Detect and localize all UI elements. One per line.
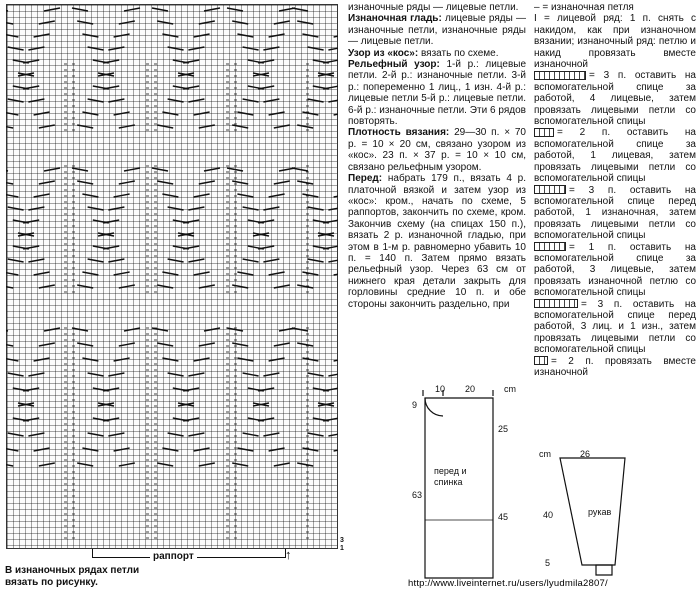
cable-stroke [168, 207, 184, 210]
cable-stroke [308, 99, 324, 102]
cable-stroke [328, 207, 338, 210]
cable-stroke [243, 207, 259, 210]
cable-stroke [323, 246, 338, 249]
cable-stroke [124, 328, 140, 331]
cable-stroke [274, 285, 290, 288]
cable-stroke [204, 8, 220, 11]
cable-stroke [199, 181, 215, 184]
dim-40: 40 [543, 510, 554, 520]
cable-stroke [28, 259, 44, 262]
cable-stroke [157, 463, 173, 466]
cable-stroke [82, 448, 98, 451]
cable-stroke [258, 388, 274, 391]
cable-stroke [103, 86, 119, 89]
cable-stroke [258, 60, 274, 63]
legend-cable-3: = 3 п. оставить на вспомогательной спице перед работой, 1 изнаночная, затем провязать лицевыми петли со вспомогательной спицы [534, 184, 696, 242]
cable-stroke [204, 328, 220, 331]
cable-stroke [328, 259, 338, 262]
cable-stroke [88, 47, 104, 50]
cable-stroke [8, 207, 24, 210]
chart-note: В изнаночных рядах петли вязать по рисунку. [5, 565, 140, 588]
cable-stroke [334, 34, 338, 37]
cable-stroke [243, 99, 259, 102]
cable-symbol-icon [534, 185, 566, 194]
cable-stroke [82, 34, 98, 37]
cable-stroke [119, 285, 135, 288]
cable-stroke [103, 246, 119, 249]
cable-stroke [328, 99, 338, 102]
cable-stroke [334, 272, 338, 275]
cable-stroke [237, 112, 253, 115]
cable-stroke [194, 358, 210, 361]
legend-column [534, 2, 696, 378]
cable-stroke [88, 207, 104, 210]
para-2: Изнаночная гладь: лицевые ряды — изнаночные петли, изнаночные ряды — лицевые петли. [348, 13, 527, 48]
cable-stroke [199, 285, 215, 288]
cable-stroke [334, 194, 338, 197]
cable-stroke [162, 194, 178, 197]
cable-stroke [114, 34, 130, 37]
cable-stroke [292, 168, 308, 171]
cable-stroke [77, 285, 93, 288]
cable-stroke [152, 8, 168, 11]
cable-stroke [72, 8, 88, 11]
cable-stroke [183, 86, 199, 89]
cable-stroke [168, 99, 184, 102]
cable-stroke [72, 328, 88, 331]
cable-stroke [334, 112, 338, 115]
cable-stroke [72, 168, 88, 171]
cable-stroke [188, 207, 204, 210]
cable-stroke [308, 207, 324, 210]
legend-purl: – = изнаночная петля [534, 2, 634, 13]
cable-stroke [44, 168, 60, 171]
cable-stroke [39, 125, 55, 128]
cable-stroke [82, 272, 98, 275]
cable-stroke [328, 47, 338, 50]
cable-stroke [124, 8, 140, 11]
cable-stroke [227, 168, 243, 171]
cable-stroke [157, 343, 173, 346]
cable-stroke [237, 272, 253, 275]
cable-stroke [44, 328, 60, 331]
cable-stroke [6, 463, 13, 466]
cable-stroke [269, 112, 285, 115]
cable-stroke [274, 463, 290, 466]
dim-25: 25 [498, 424, 509, 434]
cable-stroke [168, 47, 184, 50]
cable-stroke [6, 112, 18, 115]
dim-10: 10 [435, 384, 446, 394]
cable-stroke [308, 47, 324, 50]
cable-stroke [232, 463, 248, 466]
cable-stroke [39, 463, 55, 466]
cable-stroke [124, 168, 140, 171]
cable-stroke [302, 448, 318, 451]
legend-knit-row: І = лицевой ряд: 1 п. снять с накидом, как при изнаночном вязании; изнаночный ряд: петлю и накид провязать вместе изнаночной [534, 13, 696, 71]
cable-stroke [199, 463, 215, 466]
cable-stroke [162, 358, 178, 361]
cable-stroke [274, 343, 290, 346]
cable-stroke [82, 358, 98, 361]
cable-stroke [263, 373, 279, 376]
cable-stroke [119, 21, 135, 24]
cable-stroke [194, 194, 210, 197]
cable-stroke [23, 418, 39, 421]
cable-stroke [114, 194, 130, 197]
knitting-chart [6, 4, 338, 549]
cable-stroke [157, 181, 173, 184]
cable-stroke [334, 358, 338, 361]
cable-stroke [157, 21, 173, 24]
cable-stroke [269, 34, 285, 37]
cable-stroke [103, 388, 119, 391]
cable-stroke [227, 328, 243, 331]
cable-stroke [334, 448, 338, 451]
para-5: Плотность вязания: 29—30 п. × 70 р. = 10 × 20 см, связано узором из «кос». 23 п. × 37 р. = 10 × 10 см, связано рельефным узором. [348, 127, 526, 173]
cable-stroke [34, 34, 50, 37]
cable-symbol-icon [534, 242, 566, 251]
cable-stroke [39, 285, 55, 288]
para-6: Перед: набрать 179 п., вязать 4 р. платочной вязкой и затем узор из «кос»: кром., начать по схеме, 5 раппортов, закончить по схеме, кром. Закончив схему (на спицах 150 п.), вязать 2 р. изнаночной гладью, при этом в 1-м р. равномерно убавить 10 п. = 140 п. Затем прямо вязать рельефный узор. Через 63 см от нижнего края детали закрыть для горловины средние 10 п. и обе стороны закончить раздельно, при [348, 173, 526, 310]
cable-stroke [82, 194, 98, 197]
cable-stroke [28, 373, 44, 376]
cable-stroke [199, 21, 215, 24]
cable-stroke [274, 21, 290, 24]
chart-symbols [6, 4, 338, 549]
cable-stroke [183, 418, 199, 421]
cable-stroke [34, 112, 50, 115]
cable-stroke [6, 448, 18, 451]
cable-stroke [88, 259, 104, 262]
cable-stroke [258, 246, 274, 249]
cable-stroke [77, 181, 93, 184]
cable-stroke [188, 259, 204, 262]
cable-stroke [263, 207, 279, 210]
cable-stroke [297, 285, 313, 288]
cable-stroke [23, 60, 39, 63]
cable-stroke [103, 418, 119, 421]
cable-stroke [103, 60, 119, 63]
cable-stroke [188, 99, 204, 102]
cable-stroke [297, 343, 313, 346]
legend-cable-1: = 3 п. оставить на вспомогательной спице за работой, 4 лицевые, затем провязать лицевыми петли со вспомогательной спицы [534, 70, 696, 128]
cable-stroke [232, 343, 248, 346]
cable-stroke [243, 433, 259, 436]
cable-stroke [8, 47, 24, 50]
cable-stroke [328, 373, 338, 376]
cable-stroke [6, 358, 18, 361]
cable-stroke [194, 448, 210, 451]
cable-stroke [194, 272, 210, 275]
cable-stroke [39, 181, 55, 184]
cable-symbol-icon [534, 356, 548, 365]
cable-stroke [183, 388, 199, 391]
cable-stroke [6, 21, 13, 24]
cable-stroke [237, 194, 253, 197]
cable-stroke [157, 285, 173, 288]
cable-stroke [6, 125, 13, 128]
cable-stroke [114, 358, 130, 361]
cable-stroke [188, 47, 204, 50]
cable-stroke [28, 433, 44, 436]
cable-stroke [88, 433, 104, 436]
cable-stroke [28, 207, 44, 210]
cable-stroke [23, 388, 39, 391]
row-number-1: 1 [340, 545, 344, 552]
cable-stroke [258, 220, 274, 223]
cable-stroke [119, 181, 135, 184]
cable-stroke [103, 220, 119, 223]
cable-stroke [108, 99, 124, 102]
cable-stroke [28, 99, 44, 102]
cable-stroke [162, 272, 178, 275]
cable-stroke [108, 47, 124, 50]
cable-stroke [258, 418, 274, 421]
cable-stroke [274, 125, 290, 128]
cable-stroke [108, 207, 124, 210]
cable-stroke [77, 463, 93, 466]
dim-45: 45 [498, 512, 509, 522]
cable-stroke [119, 343, 135, 346]
sleeve-label: рукав [588, 507, 612, 517]
cable-stroke [323, 220, 338, 223]
cable-stroke [88, 373, 104, 376]
cable-stroke [232, 285, 248, 288]
cable-stroke [82, 112, 98, 115]
cable-stroke [6, 168, 8, 171]
cable-stroke [274, 181, 290, 184]
cable-stroke [23, 246, 39, 249]
dim-20: 20 [465, 384, 476, 394]
cable-stroke [292, 8, 308, 11]
cable-stroke [8, 259, 24, 262]
cable-stroke [199, 343, 215, 346]
para-3: Узор из «кос»: вязать по схеме. [348, 47, 499, 59]
cable-stroke [6, 8, 8, 11]
dim-9: 9 [412, 400, 418, 410]
cable-stroke [323, 388, 338, 391]
cable-stroke [88, 99, 104, 102]
cable-stroke [34, 272, 50, 275]
unit-label: cm [504, 384, 516, 394]
cable-stroke [243, 47, 259, 50]
cable-stroke [44, 8, 60, 11]
sleeve-unit: cm [539, 449, 551, 459]
cable-stroke [183, 60, 199, 63]
cable-stroke [323, 86, 338, 89]
cable-stroke [114, 448, 130, 451]
cable-stroke [269, 358, 285, 361]
cable-stroke [194, 34, 210, 37]
cable-stroke [308, 433, 324, 436]
legend-cable-2: = 2 п. оставить на вспомогательной спице за работой, 1 лицевая, затем провязать лицевыми петли со вспомогательной спицы [534, 127, 696, 185]
cable-stroke [39, 343, 55, 346]
cable-stroke [119, 463, 135, 466]
cable-stroke [237, 34, 253, 37]
cable-stroke [297, 21, 313, 24]
cable-stroke [108, 259, 124, 262]
cable-stroke [108, 433, 124, 436]
cable-stroke [183, 220, 199, 223]
cable-stroke [6, 285, 13, 288]
cable-stroke [152, 168, 168, 171]
cable-stroke [302, 272, 318, 275]
cable-stroke [152, 328, 168, 331]
cable-stroke [297, 125, 313, 128]
dim-26: 26 [580, 449, 591, 459]
cable-stroke [34, 358, 50, 361]
cable-stroke [232, 181, 248, 184]
cable-stroke [77, 343, 93, 346]
cable-stroke [183, 246, 199, 249]
cable-stroke [114, 112, 130, 115]
cable-stroke [8, 433, 24, 436]
cable-stroke [6, 34, 18, 37]
cable-stroke [323, 418, 338, 421]
dim-63: 63 [412, 490, 423, 500]
cable-stroke [77, 125, 93, 128]
cable-stroke [232, 21, 248, 24]
cable-stroke [168, 373, 184, 376]
cable-stroke [243, 259, 259, 262]
start-arrow-icon: ↑ [285, 547, 292, 562]
cable-stroke [269, 448, 285, 451]
cable-stroke [302, 194, 318, 197]
cable-stroke [6, 272, 18, 275]
row-number-3: 3 [340, 537, 344, 544]
cable-stroke [269, 194, 285, 197]
cable-stroke [157, 125, 173, 128]
cable-stroke [6, 328, 8, 331]
cable-stroke [302, 34, 318, 37]
watermark-url: http://www.liveinternet.ru/users/lyudmila2807/ [408, 578, 608, 589]
cable-stroke [237, 358, 253, 361]
legend-cable-5: = 3 п. оставить на вспомогательной спице перед работой, 3 лиц. и 1 изн., затем провязать лицевыми петли со вспомогательной спицы [534, 298, 696, 356]
para-4: Рельефный узор: 1-й р.: лицевые петли. 2-й р.: изнаночные петли. 3-й р.: попеременно 1 лиц., 1 изн. 4-й р.: лицевые петли 5-й р.: лицевые петли. 6-й р.: изнаночные петли. Эти 6 рядов повторять. [348, 59, 527, 128]
cable-symbol-icon [534, 128, 554, 137]
cable-stroke [308, 373, 324, 376]
cable-stroke [39, 21, 55, 24]
cable-stroke [188, 373, 204, 376]
text-column-1 [348, 2, 526, 310]
cable-stroke [297, 463, 313, 466]
para-1: изнаночные ряды — лицевые петли. [348, 2, 519, 13]
cable-stroke [199, 125, 215, 128]
cable-stroke [328, 433, 338, 436]
cable-stroke [297, 181, 313, 184]
cable-stroke [34, 194, 50, 197]
cable-stroke [188, 433, 204, 436]
legend-cable-4: = 1 п. оставить на вспомогательной спице за работой, 3 лицевые, затем провязать изнаночной петлю со вспомогательной спицы [534, 241, 696, 299]
dim-5: 5 [545, 558, 551, 568]
body-label: перед и спинка [434, 466, 467, 487]
cable-stroke [6, 194, 18, 197]
cable-symbol-icon [534, 299, 578, 308]
cable-stroke [302, 358, 318, 361]
cable-stroke [168, 259, 184, 262]
cable-stroke [34, 448, 50, 451]
cable-stroke [302, 112, 318, 115]
cable-stroke [119, 125, 135, 128]
cable-stroke [162, 448, 178, 451]
cable-stroke [23, 86, 39, 89]
cable-stroke [263, 47, 279, 50]
cable-stroke [6, 181, 13, 184]
legend-dec: = 2 п. провязать вместе изнаночной [534, 355, 696, 378]
cable-symbol-icon [534, 71, 586, 80]
cable-stroke [308, 259, 324, 262]
cable-stroke [237, 448, 253, 451]
cable-stroke [77, 21, 93, 24]
cable-stroke [194, 112, 210, 115]
cable-stroke [204, 168, 220, 171]
cable-stroke [23, 220, 39, 223]
cable-stroke [263, 99, 279, 102]
cable-stroke [263, 259, 279, 262]
cable-stroke [258, 86, 274, 89]
cable-stroke [232, 125, 248, 128]
cable-stroke [114, 272, 130, 275]
rapport-label: раппорт [150, 551, 197, 562]
cable-stroke [8, 373, 24, 376]
cable-stroke [243, 373, 259, 376]
cable-stroke [8, 99, 24, 102]
cable-stroke [292, 328, 308, 331]
cable-stroke [6, 343, 13, 346]
cable-stroke [269, 272, 285, 275]
cable-stroke [323, 60, 338, 63]
cable-stroke [162, 112, 178, 115]
cable-stroke [28, 47, 44, 50]
cable-stroke [227, 8, 243, 11]
cable-stroke [162, 34, 178, 37]
cable-stroke [168, 433, 184, 436]
cable-stroke [108, 373, 124, 376]
cable-stroke [263, 433, 279, 436]
